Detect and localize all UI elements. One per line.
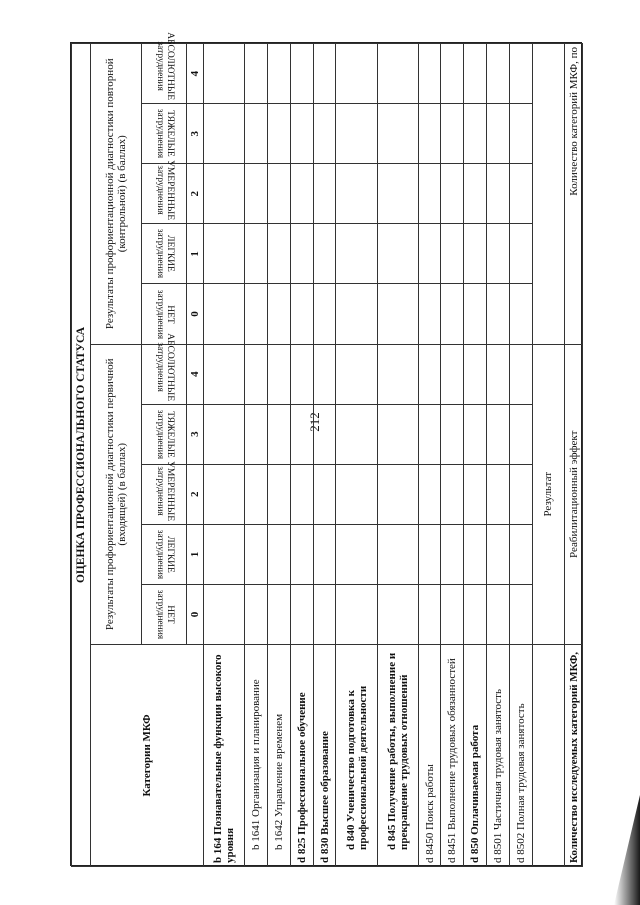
level-header-text: АБСОЛЮТНЫЕ затруднения — [154, 32, 175, 101]
level-header-text: УМЕРЕННЫЕ затруднения — [154, 160, 175, 221]
footer-right: Количество категорий МКФ, по — [565, 44, 583, 345]
score-cell[interactable] — [336, 164, 377, 224]
score-cell[interactable] — [487, 524, 510, 584]
score-cell[interactable] — [336, 44, 377, 104]
score-cell[interactable] — [204, 584, 245, 644]
score-cell[interactable] — [487, 164, 510, 224]
score-cell[interactable] — [313, 284, 336, 344]
score-cell[interactable] — [441, 404, 464, 464]
score-cell[interactable] — [204, 224, 245, 284]
score-cell[interactable] — [336, 404, 377, 464]
score-cell[interactable] — [245, 584, 268, 644]
level-header — [142, 404, 187, 464]
table-row — [268, 44, 291, 867]
score-cell[interactable] — [418, 524, 441, 584]
score-cell[interactable] — [377, 284, 418, 344]
score-cell[interactable] — [418, 44, 441, 104]
score-cell[interactable] — [268, 164, 291, 224]
score-cell[interactable] — [268, 104, 291, 164]
scan-shadow — [614, 795, 640, 905]
score-cell[interactable] — [204, 164, 245, 224]
score-cell[interactable] — [377, 524, 418, 584]
score-header: 1 — [187, 524, 204, 584]
row-label: d 850 Оплачиваемая работа — [464, 645, 487, 867]
score-cell[interactable] — [487, 344, 510, 404]
score-cell[interactable] — [509, 224, 532, 284]
level-header — [142, 284, 187, 344]
score-cell[interactable] — [509, 104, 532, 164]
score-cell[interactable] — [204, 404, 245, 464]
row-label: b 1642 Управление временем — [268, 645, 291, 867]
score-cell[interactable] — [245, 404, 268, 464]
level-header-text: ЛЕГКИЕ затруднения — [154, 529, 175, 580]
score-cell[interactable] — [509, 584, 532, 644]
score-cell[interactable] — [464, 224, 487, 284]
row-label: b 164 Познавательные функции высокого уровня — [204, 645, 245, 867]
row-label: b 1641 Организация и планирование — [245, 645, 268, 867]
score-header: 3 — [187, 104, 204, 164]
rotated-table-container — [71, 32, 583, 867]
score-cell[interactable] — [204, 284, 245, 344]
score-cell[interactable] — [464, 284, 487, 344]
score-cell[interactable] — [509, 284, 532, 344]
score-cell[interactable] — [268, 524, 291, 584]
score-cell[interactable] — [245, 164, 268, 224]
row-label: d 8451 Выполнение трудовых обязанностей — [441, 645, 464, 867]
score-cell[interactable] — [441, 44, 464, 104]
row-label: d 8501 Частичная трудовая занятость — [487, 645, 510, 867]
level-header — [142, 524, 187, 584]
row-label: d 845 Получение работы, выполнение и прекращение трудовых отношений — [377, 645, 418, 867]
row-label: d 8450 Поиск работы — [418, 645, 441, 867]
score-cell[interactable] — [313, 464, 336, 524]
score-cell[interactable] — [313, 524, 336, 584]
score-cell[interactable] — [464, 344, 487, 404]
table-row — [313, 44, 336, 867]
primary-diagnostics-header: Результаты профориентационной диагностики первичной (входящей) (в баллах) — [91, 344, 142, 644]
score-cell[interactable] — [268, 584, 291, 644]
level-header-text: НЕТ затруднения — [154, 589, 175, 640]
score-cell[interactable] — [290, 284, 313, 344]
score-header: 0 — [187, 284, 204, 344]
assessment-table-frame — [70, 32, 582, 866]
score-cell[interactable] — [204, 464, 245, 524]
score-cell[interactable] — [245, 104, 268, 164]
table-row — [487, 44, 510, 867]
table-row — [204, 44, 245, 867]
score-cell[interactable] — [290, 524, 313, 584]
score-cell[interactable] — [245, 224, 268, 284]
score-cell[interactable] — [377, 164, 418, 224]
score-cell[interactable] — [290, 164, 313, 224]
score-cell[interactable] — [509, 464, 532, 524]
table-row — [418, 44, 441, 867]
score-cell[interactable] — [313, 584, 336, 644]
score-header: 4 — [187, 344, 204, 404]
level-header — [142, 460, 187, 524]
score-cell[interactable] — [377, 464, 418, 524]
score-cell[interactable] — [313, 344, 336, 404]
score-cell[interactable] — [509, 344, 532, 404]
level-header-text: НЕТ затруднения — [154, 289, 175, 339]
score-cell[interactable] — [441, 164, 464, 224]
score-cell[interactable] — [268, 224, 291, 284]
table-row — [464, 44, 487, 867]
score-cell[interactable] — [464, 44, 487, 104]
table-row — [441, 44, 464, 867]
table-row — [290, 44, 313, 867]
score-cell[interactable] — [336, 344, 377, 404]
score-header: 2 — [187, 164, 204, 224]
score-cell[interactable] — [377, 344, 418, 404]
row-label: d 825 Профессиональное обучение — [290, 645, 313, 867]
score-cell[interactable] — [204, 524, 245, 584]
score-cell[interactable] — [290, 104, 313, 164]
score-cell[interactable] — [377, 44, 418, 104]
table-row — [245, 44, 268, 867]
score-cell[interactable] — [418, 464, 441, 524]
score-cell[interactable] — [377, 584, 418, 644]
score-cell[interactable] — [377, 224, 418, 284]
score-cell[interactable] — [418, 104, 441, 164]
score-cell[interactable] — [464, 404, 487, 464]
score-header: 3 — [187, 404, 204, 464]
score-cell[interactable] — [509, 44, 532, 104]
score-cell[interactable] — [290, 224, 313, 284]
level-header-text: АБСОЛЮТНЫЕ затруднения — [154, 332, 175, 401]
score-cell[interactable] — [487, 224, 510, 284]
result-empty-cell — [532, 645, 564, 867]
score-cell[interactable] — [418, 584, 441, 644]
score-cell[interactable] — [441, 344, 464, 404]
score-cell[interactable] — [464, 464, 487, 524]
score-cell[interactable] — [464, 104, 487, 164]
score-cell[interactable] — [464, 524, 487, 584]
score-header: 1 — [187, 224, 204, 284]
score-cell[interactable] — [290, 44, 313, 104]
score-cell[interactable] — [418, 344, 441, 404]
footer-middle: Реабилитационный эффект — [565, 344, 583, 644]
level-header — [142, 584, 187, 644]
score-cell[interactable] — [336, 584, 377, 644]
score-cell[interactable] — [290, 344, 313, 404]
level-header — [142, 104, 187, 164]
score-cell[interactable] — [268, 284, 291, 344]
score-cell[interactable] — [487, 44, 510, 104]
table-row — [336, 44, 377, 867]
score-cell[interactable] — [290, 584, 313, 644]
score-cell[interactable] — [336, 284, 377, 344]
score-cell[interactable] — [313, 44, 336, 104]
score-cell[interactable] — [509, 524, 532, 584]
score-cell[interactable] — [441, 284, 464, 344]
score-cell[interactable] — [336, 224, 377, 284]
score-cell[interactable] — [204, 104, 245, 164]
score-cell[interactable] — [441, 464, 464, 524]
score-cell[interactable] — [377, 404, 418, 464]
score-cell[interactable] — [313, 104, 336, 164]
level-header — [142, 160, 187, 224]
score-cell[interactable] — [204, 344, 245, 404]
score-cell[interactable] — [268, 404, 291, 464]
score-cell[interactable] — [336, 104, 377, 164]
score-cell[interactable] — [268, 344, 291, 404]
score-cell[interactable] — [441, 104, 464, 164]
score-cell[interactable] — [377, 104, 418, 164]
score-cell[interactable] — [313, 404, 336, 464]
score-cell[interactable] — [509, 164, 532, 224]
score-cell[interactable] — [487, 404, 510, 464]
score-header: 2 — [187, 464, 204, 524]
level-header-text: УМЕРЕННЫЕ затруднения — [154, 460, 175, 521]
score-header: 4 — [187, 44, 204, 104]
score-cell[interactable] — [336, 464, 377, 524]
level-header — [142, 32, 187, 104]
level-header-text: ЛЕГКИЕ затруднения — [154, 229, 175, 279]
score-cell[interactable] — [487, 284, 510, 344]
score-cell[interactable] — [418, 164, 441, 224]
score-cell[interactable] — [268, 44, 291, 104]
table-title: ОЦЕНКА ПРОФЕССИОНАЛЬНОГО СТАТУСА — [72, 44, 91, 867]
professional-status-table — [71, 32, 583, 867]
table-row — [377, 44, 418, 867]
category-header: Категории МКФ — [91, 645, 204, 867]
score-cell[interactable] — [418, 224, 441, 284]
score-cell[interactable] — [245, 284, 268, 344]
score-cell[interactable] — [464, 164, 487, 224]
score-cell[interactable] — [204, 44, 245, 104]
footer-left: Количество исследуемых категорий МКФ, — [565, 645, 583, 867]
score-cell[interactable] — [509, 404, 532, 464]
row-label: d 8502 Полная трудовая занятость — [509, 645, 532, 867]
score-cell[interactable] — [441, 224, 464, 284]
score-cell[interactable] — [487, 584, 510, 644]
score-cell[interactable] — [245, 44, 268, 104]
level-header — [142, 332, 187, 404]
score-cell[interactable] — [290, 464, 313, 524]
score-cell[interactable] — [441, 584, 464, 644]
score-cell[interactable] — [313, 164, 336, 224]
score-cell[interactable] — [336, 524, 377, 584]
row-label: d 840 Ученичество подготовка к профессиональной деятельности — [336, 645, 377, 867]
repeat-diagnostics-header: Результаты профориентационной диагностики повторной (контрольной) (в баллах) — [91, 44, 142, 345]
row-label: d 830 Высшее образование — [313, 645, 336, 867]
score-cell[interactable] — [313, 224, 336, 284]
page-number: 212 — [307, 412, 322, 432]
level-header-text: ТЯЖЕЛЫЕ затруднения — [154, 108, 175, 159]
score-cell[interactable] — [290, 404, 313, 464]
score-cell[interactable] — [268, 464, 291, 524]
table-body — [204, 44, 533, 867]
score-cell[interactable] — [245, 344, 268, 404]
score-cell[interactable] — [245, 464, 268, 524]
score-cell[interactable] — [418, 284, 441, 344]
level-header-text: ТЯЖЕЛЫЕ затруднения — [154, 409, 175, 459]
score-cell[interactable] — [441, 524, 464, 584]
score-cell[interactable] — [487, 104, 510, 164]
level-header — [142, 224, 187, 284]
score-cell[interactable] — [464, 584, 487, 644]
result-empty-right — [532, 44, 564, 345]
score-cell[interactable] — [487, 464, 510, 524]
table-row — [509, 44, 532, 867]
score-cell[interactable] — [245, 524, 268, 584]
result-label: Результат — [532, 344, 564, 644]
score-header: 0 — [187, 584, 204, 644]
score-cell[interactable] — [418, 404, 441, 464]
